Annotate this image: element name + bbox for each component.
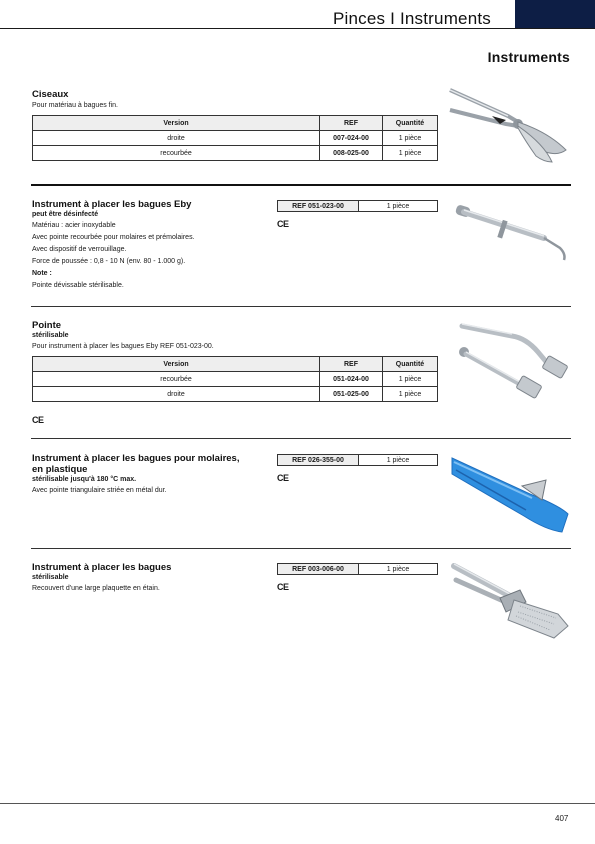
ref-box <box>277 200 438 212</box>
product-plaquette <box>32 562 272 595</box>
ref-qty: 1 pièce <box>359 201 438 212</box>
product-description: Pour matériau à bagues fin. <box>32 102 118 109</box>
table-row: droite 051-025-00 1 pièce <box>33 387 438 402</box>
product-subtitle: stérilisable jusqu'à 180 °C max. <box>32 476 137 483</box>
col-ref: REF <box>320 357 383 372</box>
pointe-tips-image <box>452 318 572 418</box>
product-line: Matériau : acier inoxydable <box>32 222 116 229</box>
product-title: Pointe <box>32 320 62 331</box>
ce-mark: CE <box>277 473 289 483</box>
ce-mark: CE <box>32 415 44 425</box>
ref-code: REF 026-355-00 <box>278 455 359 466</box>
product-description: Recouvert d'une large plaquette en étain. <box>32 585 160 592</box>
version-table <box>32 356 438 402</box>
product-ciseaux <box>32 89 442 161</box>
ce-mark: CE <box>277 582 289 592</box>
product-subtitle: stérilisable <box>32 574 69 581</box>
product-title: Ciseaux <box>32 89 69 100</box>
ref-qty: 1 pièce <box>359 455 438 466</box>
section-divider <box>31 438 571 439</box>
product-line: Avec dispositif de verrouillage. <box>32 246 127 253</box>
product-title: Instrument à placer les bagues pour molaires, <box>32 453 240 464</box>
col-version: Version <box>33 357 320 372</box>
page-header-title: Pinces I Instruments <box>332 9 491 28</box>
product-description: Pour instrument à placer les bagues Eby REF 051-023-00. <box>32 343 214 350</box>
eby-instrument-image <box>452 198 572 270</box>
product-description: Avec pointe triangulaire striée en métal dur. <box>32 487 167 494</box>
col-ref: REF <box>320 116 383 131</box>
product-subtitle: peut être désinfecté <box>32 211 99 218</box>
plastic-instrument-image <box>450 452 572 536</box>
ce-mark: CE <box>277 219 289 229</box>
product-title: Instrument à placer les bagues Eby <box>32 199 192 210</box>
ref-code: REF 003-006-00 <box>278 564 359 575</box>
ref-qty: 1 pièce <box>359 564 438 575</box>
product-line: Pointe dévissable stérilisable. <box>32 282 124 289</box>
section-divider <box>31 306 571 307</box>
page-number: 407 <box>555 814 569 823</box>
table-row: recourbée 051-024-00 1 pièce <box>33 372 438 387</box>
section-divider <box>31 548 571 549</box>
col-qty: Quantité <box>383 357 438 372</box>
plaquette-instrument-image <box>450 560 572 648</box>
product-line: Avec pointe recourbée pour molaires et prémolaires. <box>32 234 195 241</box>
table-row: recourbée 008-025-00 1 pièce <box>33 146 438 161</box>
product-line: Force de poussée : 0,8 - 10 N (env. 80 - 1.000 g). <box>32 258 186 265</box>
product-subtitle: stérilisable <box>32 332 69 339</box>
version-table <box>32 115 438 161</box>
note-label: Note : <box>32 270 52 277</box>
col-qty: Quantité <box>383 116 438 131</box>
ref-code: REF 051-023-00 <box>278 201 359 212</box>
ref-box <box>277 454 438 466</box>
section-heading: Instruments <box>487 49 570 65</box>
col-version: Version <box>33 116 320 131</box>
product-eby <box>32 199 272 292</box>
product-plastique <box>32 453 272 497</box>
table-row: droite 007-024-00 1 pièce <box>33 131 438 146</box>
footer-rule <box>0 803 595 804</box>
header-rule <box>0 28 595 29</box>
scissors-image <box>448 86 573 168</box>
section-divider <box>31 184 571 186</box>
ref-box <box>277 563 438 575</box>
header-color-block <box>515 0 595 28</box>
product-title-line2: en plastique <box>32 464 88 475</box>
product-pointe <box>32 320 442 402</box>
product-title: Instrument à placer les bagues <box>32 562 172 573</box>
